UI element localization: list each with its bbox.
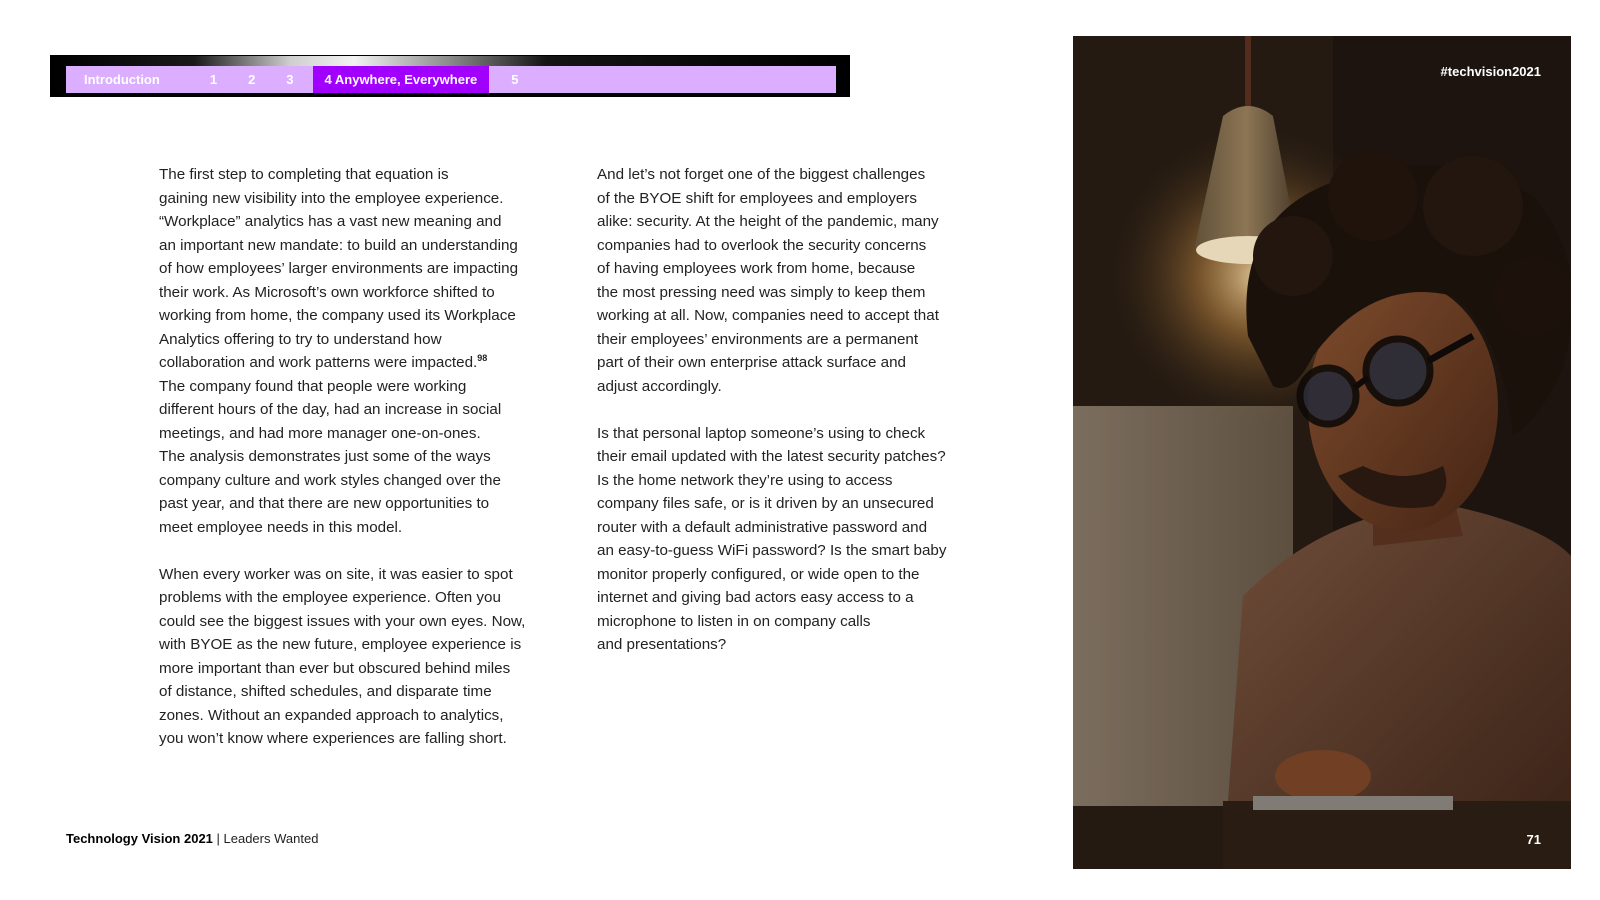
text-line: zones. Without an expanded approach to analytics, (159, 706, 504, 724)
text-line: of the BYOE shift for employees and employers (597, 189, 917, 207)
text-line: an easy-to-guess WiFi password? Is the smart baby (597, 542, 947, 559)
body-column-right (597, 163, 997, 657)
photo-vignette (1073, 36, 1571, 869)
text-line: their employees’ environments are a permanent (597, 330, 919, 348)
text-line: alike: security. At the height of the pandemic, many (597, 213, 939, 230)
text-line: meetings, and had more manager one-on-ones. (159, 424, 481, 442)
text-line: you won’t know where experiences are falling short. (159, 730, 507, 747)
footer-subtitle: Leaders Wanted (223, 831, 319, 846)
text-line-with-footnote (159, 351, 564, 375)
text-line: collaboration and work patterns were impacted. (159, 354, 478, 371)
text-line: of distance, shifted schedules, and disparate time (159, 683, 492, 700)
text-line: different hours of the day, had an increase in social (159, 401, 502, 418)
body-column-left (159, 163, 564, 751)
text-line: companies had to overlook the security concerns (597, 236, 927, 254)
text-line: of having employees work from home, because (597, 260, 916, 277)
section-nav-strip (66, 66, 836, 94)
text-line: The company found that people were working (159, 377, 467, 395)
text-line: an important new mandate: to build an understanding (159, 236, 518, 254)
text-line: router with a default administrative password and (597, 518, 928, 536)
paragraph-left-1 (159, 163, 564, 539)
paragraph-right-2 (597, 422, 997, 657)
text-line: The analysis demonstrates just some of the ways (159, 448, 491, 465)
footer-separator: | (212, 831, 224, 846)
nav-item-5[interactable]: 5 (511, 72, 519, 87)
text-line: Is that personal laptop someone’s using to check (597, 424, 926, 442)
page-number: 71 (1526, 832, 1541, 847)
text-line: And let’s not forget one of the biggest challenges (597, 166, 926, 183)
footnote-reference[interactable]: 98 (477, 352, 488, 363)
section-nav-bar (50, 55, 850, 97)
text-line: more important than ever but obscured behind miles (159, 659, 511, 677)
text-line: company culture and work styles changed over the (159, 471, 501, 489)
text-line: their email updated with the latest security patches? (597, 448, 946, 465)
text-line: and presentations? (597, 636, 727, 653)
text-line: the most pressing need was simply to keep them (597, 283, 926, 301)
text-line: meet employee needs in this model. (159, 518, 403, 536)
text-line: gaining new visibility into the employee experience. (159, 189, 504, 207)
text-line: could see the biggest issues with your own eyes. Now, (159, 612, 526, 630)
nav-item-1[interactable]: 1 (209, 72, 218, 87)
text-line: working at all. Now, companies need to accept that (597, 307, 939, 324)
paragraph-left-2 (159, 563, 564, 751)
nav-item-4-active[interactable]: 4 Anywhere, Everywhere (313, 66, 490, 94)
text-line: The first step to completing that equation is (159, 166, 449, 183)
text-line: company files safe, or is it driven by an unsecured (597, 495, 934, 512)
text-line: working from home, the company used its Workplace (159, 307, 516, 324)
text-line: of how employees’ larger environments are impacting (159, 260, 519, 277)
text-line: Is the home network they’re using to access (597, 471, 893, 489)
paragraph-right-1 (597, 163, 997, 398)
photo-illustration (1073, 36, 1571, 869)
text-line: microphone to listen in on company calls (597, 612, 871, 630)
text-line: their work. As Microsoft’s own workforce shifted to (159, 283, 495, 301)
footer-brand: Technology Vision 2021 (66, 831, 213, 846)
text-line: with BYOE as the new future, employee experience is (159, 636, 522, 653)
text-line: past year, and that there are new opportunities to (159, 495, 490, 512)
hashtag-label: #techvision2021 (1440, 64, 1541, 79)
text-line: internet and giving bad actors easy access to a (597, 589, 914, 606)
nav-item-introduction[interactable]: Introduction (84, 72, 160, 87)
text-line: Analytics offering to try to understand how (159, 330, 442, 348)
nav-item-3[interactable]: 3 (286, 72, 294, 87)
page-footer (66, 831, 318, 846)
text-line: “Workplace” analytics has a vast new meaning and (159, 213, 502, 230)
text-line: problems with the employee experience. Often you (159, 589, 501, 606)
nav-item-2[interactable]: 2 (248, 72, 256, 87)
text-line: adjust accordingly. (597, 377, 722, 395)
text-line: part of their own enterprise attack surface and (597, 354, 906, 371)
text-line: monitor properly configured, or wide open to the (597, 565, 920, 583)
hero-photo (1073, 36, 1571, 869)
text-line: When every worker was on site, it was easier to spot (159, 565, 513, 583)
